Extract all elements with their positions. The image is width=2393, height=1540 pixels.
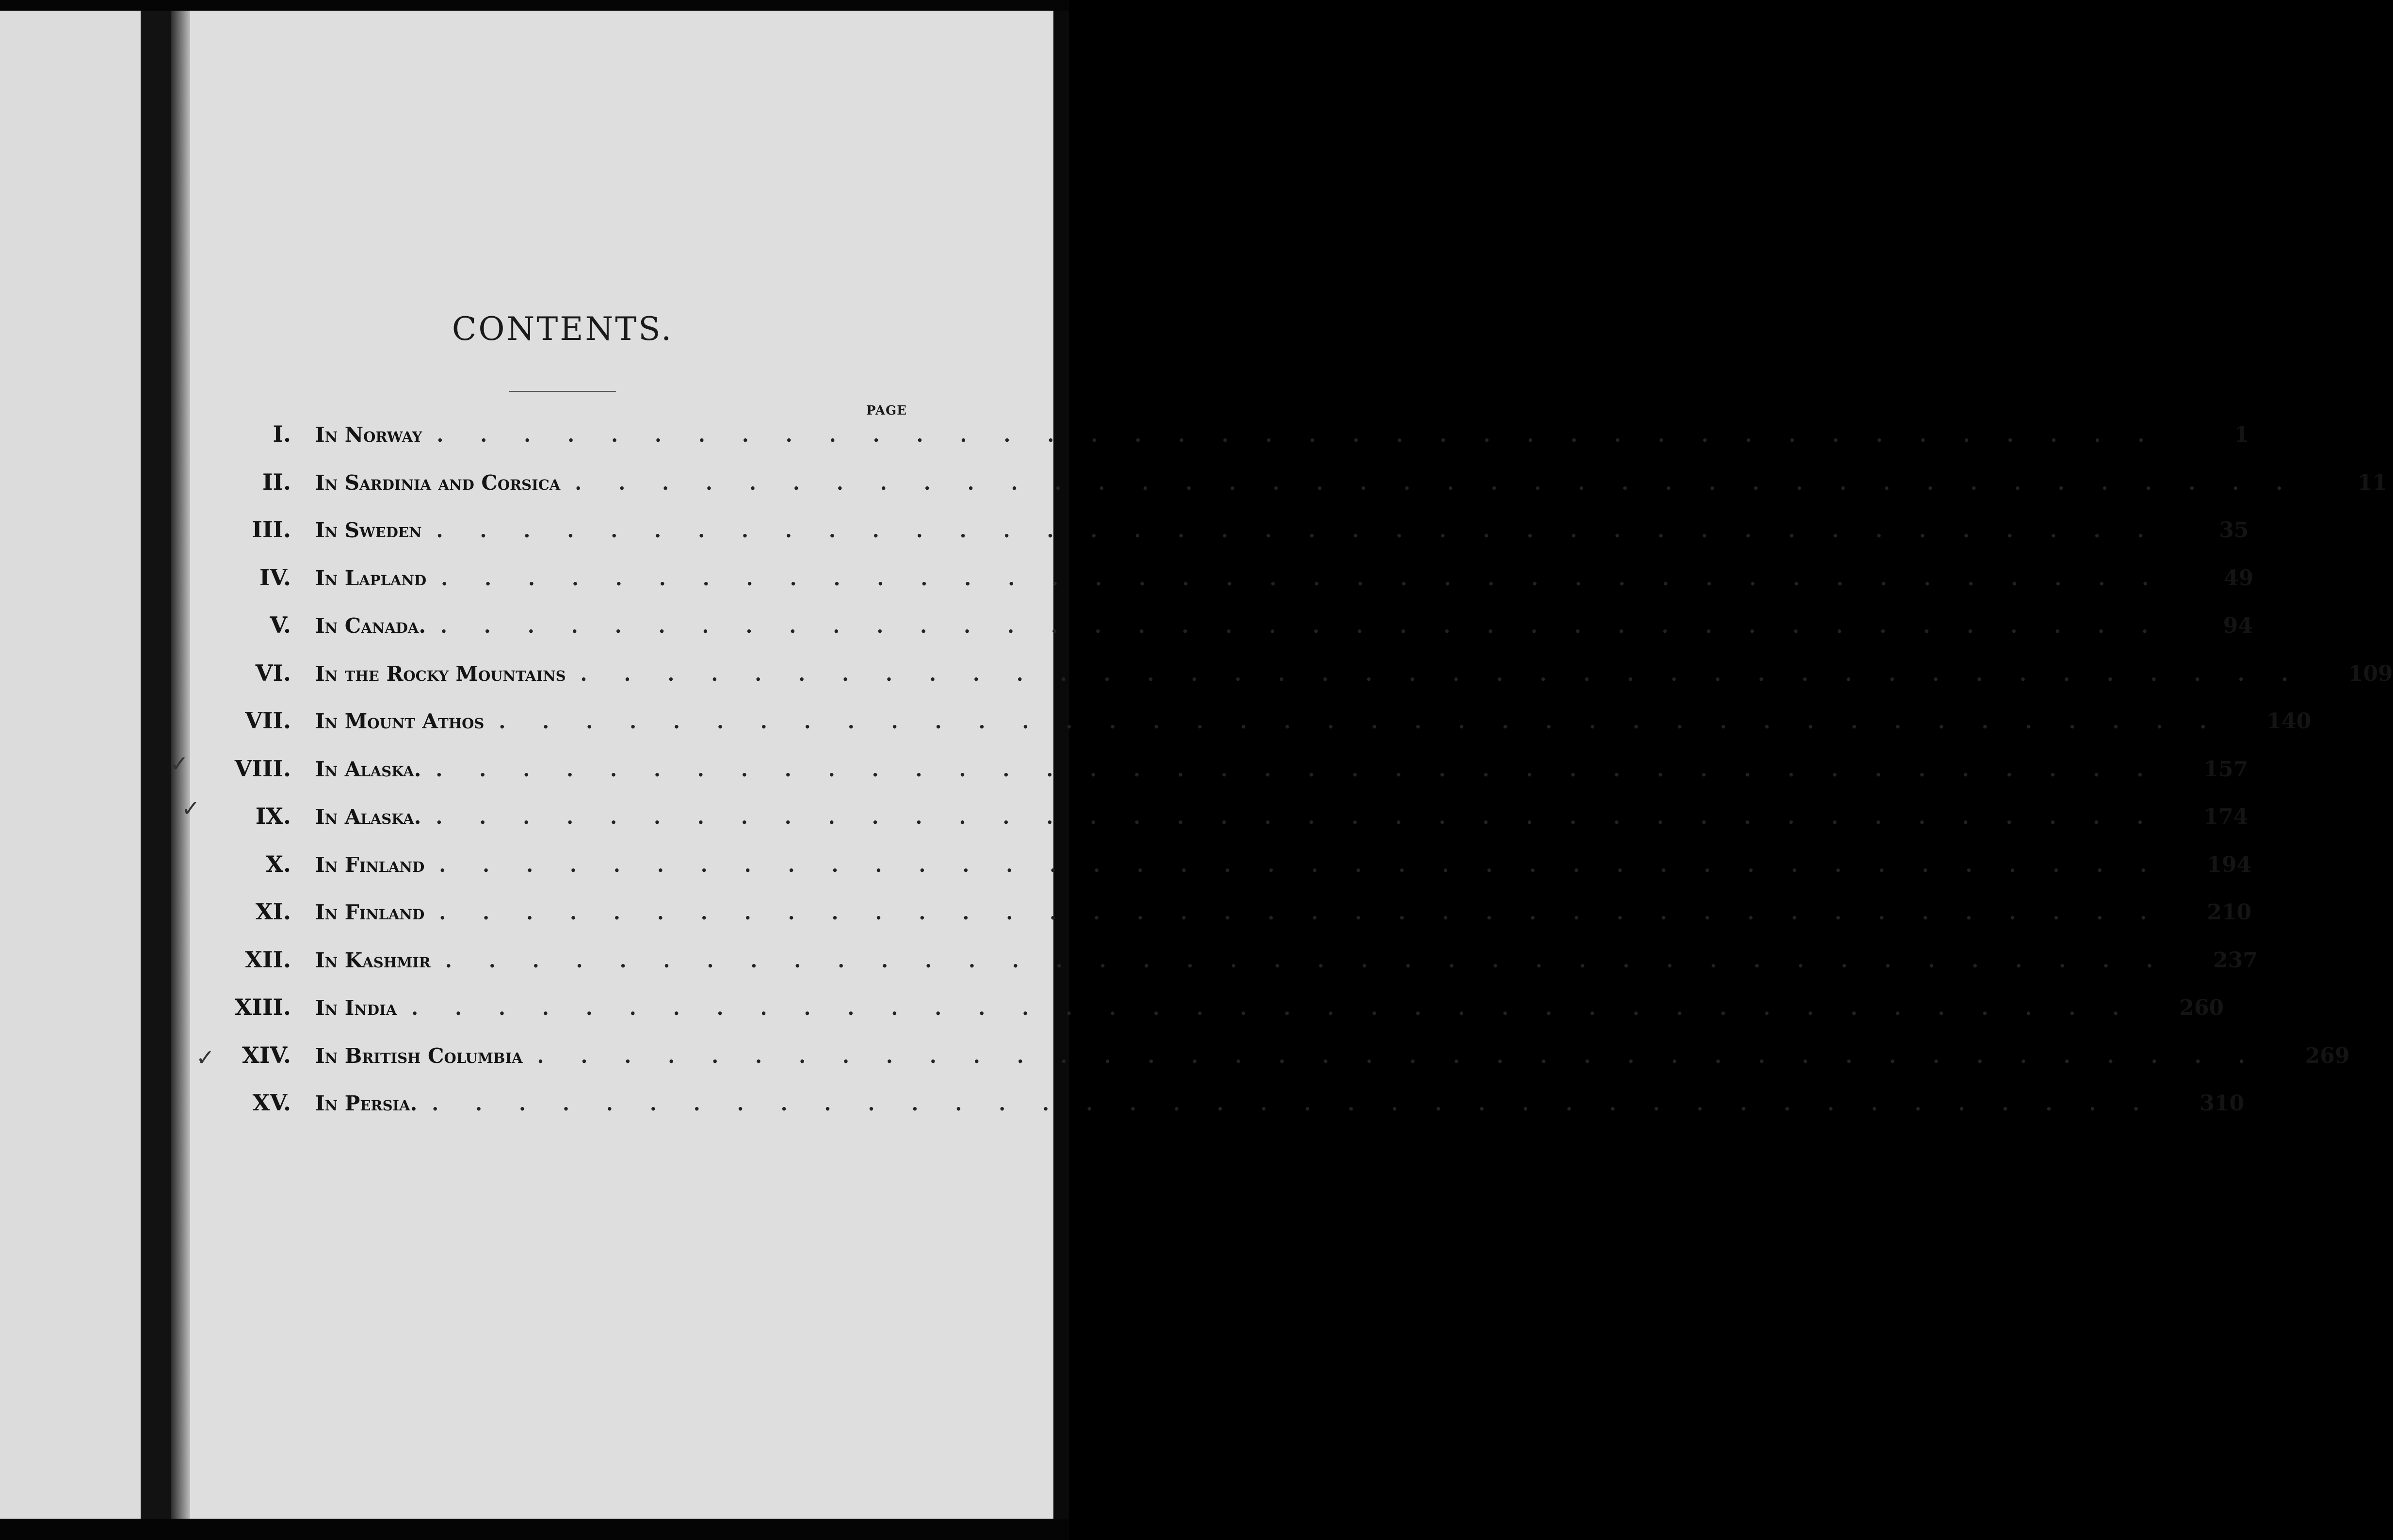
chapter-number: IX. [255,803,291,829]
chapter-title: In Alaska. [315,757,421,781]
chapter-title: In Finland [315,900,425,924]
dot-leader: ........................................ [440,615,2185,638]
chapter-title: In British Columbia [315,1043,523,1068]
dot-leader: ........................................ [580,662,2325,686]
dot-leader: ........................................ [537,1044,2282,1068]
chapter-number: I. [273,421,291,447]
dot-leader: ........................................ [441,567,2186,590]
contents-row [213,564,2254,612]
chapter-page-number: 1 [2234,422,2249,447]
dot-leader: ........................................ [445,949,2190,972]
chapter-page-number: 49 [2223,565,2254,591]
contents-row [213,898,2252,946]
chapter-title: In Mount Athos [315,709,485,733]
chapter-number: XIII. [234,994,291,1020]
contents-heading: CONTENTS. [452,310,674,348]
chapter-title: In Norway [315,423,422,447]
chapter-number: IV. [259,564,291,591]
chapter-number: XIV. [242,1042,291,1068]
dot-leader: ........................................ [411,997,2156,1020]
chapter-page-number: 269 [2305,1043,2350,1068]
chapter-title: In India [315,996,397,1020]
contents-row [213,850,2252,899]
contents-row [213,612,2253,660]
check-mark-icon: ✓ [170,751,189,777]
chapter-page-number: 174 [2203,804,2248,829]
chapter-page-number: 109 [2348,661,2393,686]
chapter-page-number: 140 [2266,709,2312,734]
dot-leader: ........................................ [436,758,2181,781]
chapter-title: In the Rocky Mountains [315,661,566,686]
chapter-page-number: 260 [2179,995,2224,1020]
chapter-page-number: 94 [2223,613,2253,638]
chapter-page-number: 194 [2207,852,2252,877]
contents-row [213,468,2388,517]
dot-leader: ........................................ [499,710,2244,733]
chapter-number: X. [266,850,291,877]
chapter-number: VIII. [234,755,291,782]
contents-row [213,803,2248,851]
contents-row [213,946,2258,995]
book-gutter [141,11,171,1519]
dot-leader: ........................................ [437,424,2182,447]
chapter-title: In Kashmir [315,948,431,972]
dot-leader: ........................................ [432,1092,2177,1115]
chapter-number: III. [252,516,291,543]
chapter-title: In Sardinia and Corsica [315,470,561,495]
table-of-contents [213,421,2393,1138]
chapter-number: V. [270,612,291,638]
contents-row [213,994,2224,1042]
chapter-title: In Sweden [315,518,422,542]
contents-row [213,1042,2350,1090]
chapter-number: XV. [252,1090,291,1116]
facing-page-edge [0,11,141,1519]
dot-leader: ........................................ [436,519,2181,542]
chapter-number: XI. [255,898,291,925]
chapter-page-number: 210 [2207,900,2252,925]
dot-leader: ........................................ [575,471,2320,495]
chapter-title: In Alaska. [315,805,421,829]
chapter-title: In Canada. [315,614,426,638]
page-column-label: PAGE [866,403,907,418]
dot-leader: ........................................ [439,901,2184,924]
dot-leader: ........................................ [436,806,2181,829]
chapter-title: In Finland [315,852,425,877]
chapter-number: XII. [245,946,291,973]
heading-rule [509,391,616,392]
chapter-number: VII. [245,707,291,734]
chapter-page-number: 11 [2358,470,2388,495]
chapter-title: In Lapland [315,566,427,590]
chapter-page-number: 310 [2199,1091,2245,1116]
contents-row [213,1090,2245,1138]
contents-row [213,421,2249,469]
dot-leader: ........................................ [439,853,2184,877]
check-mark-icon: ✓ [181,795,200,821]
chapter-number: II. [262,468,291,495]
contents-row [213,516,2249,564]
chapter-page-number: 35 [2219,518,2249,543]
contents-row [213,659,2393,708]
contents-row [213,707,2312,755]
chapter-page-number: 237 [2213,947,2258,973]
chapter-page-number: 157 [2203,756,2248,782]
contents-row [213,755,2248,803]
check-mark-icon: ✓ [196,1044,215,1071]
chapter-number: VI. [255,659,291,686]
chapter-title: In Persia. [315,1091,418,1115]
